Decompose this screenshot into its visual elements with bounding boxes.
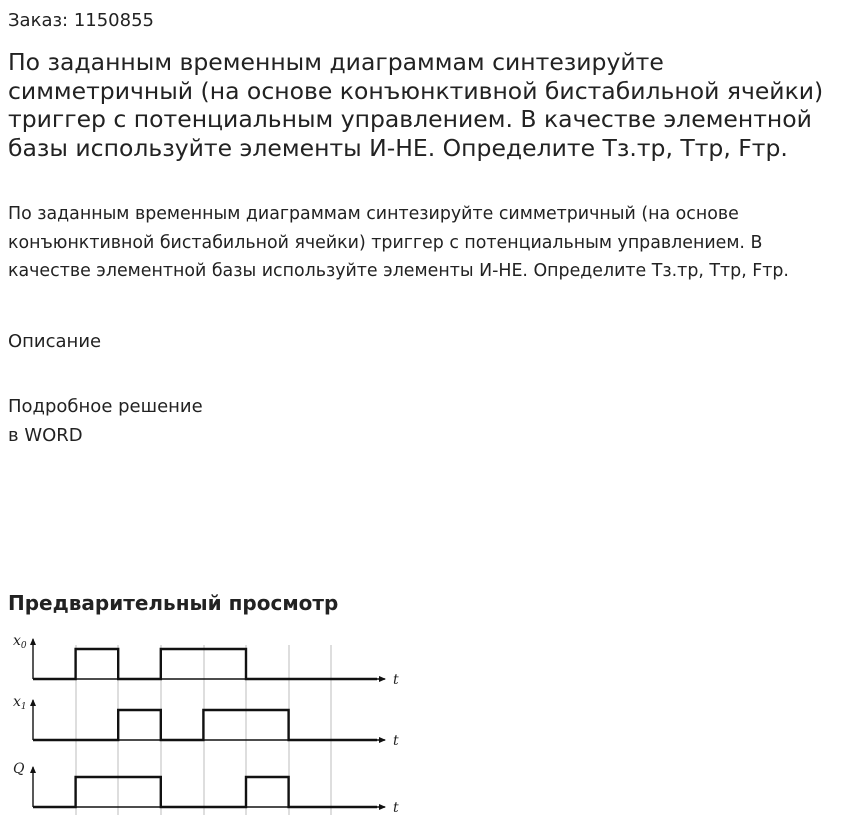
waveform-Q — [33, 777, 377, 807]
time-axis-arrow — [379, 676, 386, 682]
preview-heading: Предварительный просмотр — [8, 591, 339, 615]
time-axis-label: t — [393, 733, 399, 749]
waveform-x0 — [33, 649, 377, 679]
page-title: По заданным временным диаграммам синтезируйте симметричный (на основе конъюнктивной бистабильной ячейки) триггер с потенциальным управлением. В качестве элементной базы используйте элементы И-НЕ. Определите Тз.тр, Ттр, Fтр. — [8, 48, 824, 162]
time-axis-arrow — [379, 737, 386, 743]
y-axis-arrow — [30, 638, 36, 645]
task-description: По заданным временным диаграммам синтезируйте симметричный (на основе конъюнктивной бистабильной ячейки) триггер с потенциальным управлением. В качестве элементной базы используйте элементы И-НЕ. Определите Тз.тр, Ттр, Fтр. — [8, 204, 789, 281]
solution-line-2: в WORD — [8, 425, 83, 446]
solution-line-1: Подробное решение — [8, 396, 203, 417]
signal-label-x0: $x_0$ — [13, 633, 27, 651]
signal-label-x1: $x_1$ — [13, 694, 27, 712]
solution-info — [8, 392, 203, 450]
y-axis-arrow — [30, 699, 36, 706]
timing-diagram — [0, 625, 420, 825]
waveform-x1 — [33, 710, 377, 740]
description-label: Описание — [8, 331, 102, 352]
order-number: Заказ: 1150855 — [8, 10, 154, 31]
time-axis-label: t — [393, 800, 399, 816]
time-axis-arrow — [379, 804, 386, 810]
time-axis-label: t — [393, 672, 399, 688]
y-axis-arrow — [30, 766, 36, 773]
signal-label-Q: Q — [13, 761, 25, 777]
